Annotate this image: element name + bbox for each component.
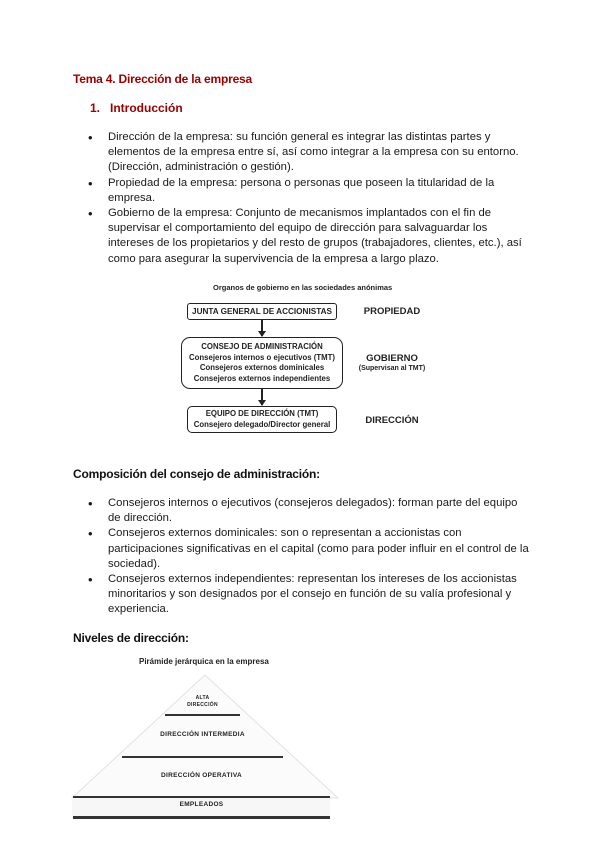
box-line: Consejero delegado/Director general: [193, 419, 331, 429]
list-item: • Propiedad de la empresa: persona o personas que poseen la titularidad de la empresa.: [88, 176, 533, 206]
list-item: • Consejeros internos o ejecutivos (consejeros delegados): forman parte del equipo de dirección.: [88, 496, 533, 526]
arrow-down-icon: [261, 389, 263, 405]
box-line: JUNTA GENERAL DE ACCIONISTAS: [192, 307, 332, 316]
level-line: DIRECCIÓN: [187, 702, 218, 708]
box-consejo-administracion: [181, 337, 343, 389]
composition-heading: Composición del consejo de administración:: [73, 467, 320, 481]
list-item: • Consejeros externos independientes: representan los intereses de los accionistas minoritarios y son designados por el consejo en función de su valía profesional y experiencia.: [88, 572, 533, 618]
pyramid-divider: [73, 796, 330, 798]
level-alta-direccion: [165, 695, 240, 709]
document-title: Tema 4. Dirección de la empresa: [73, 72, 252, 86]
pyramid-caption: Pirámide jerárquica en la empresa: [139, 657, 269, 666]
pyramid-divider: [122, 756, 283, 758]
list-item: • Gobierno de la empresa: Conjunto de mecanismos implantados con el fin de supervisar el comportamiento del equipo de dirección para salvaguardar los intereses de los propietarios y del resto de grupos (trabajadores, clientes, etc.), así como para asegurar la supervivencia de la empresa a largo plazo.: [88, 206, 533, 267]
composition-bullet-list: [88, 496, 533, 618]
level-empleados: EMPLEADOS: [179, 801, 224, 808]
box-junta-general: [187, 303, 337, 320]
box-line: EQUIPO DE DIRECCIÓN (TMT): [205, 409, 319, 418]
box-line: Consejeros internos o ejecutivos (TMT): [189, 352, 335, 362]
section-heading-introduccion: [90, 101, 183, 115]
section-number: 1.: [90, 101, 101, 115]
level-direccion-intermedia: DIRECCIÓN INTERMEDIA: [160, 731, 245, 738]
level-direccion-operativa: DIRECCIÓN OPERATIVA: [161, 772, 242, 779]
intro-bullet-list: [88, 130, 533, 267]
level-line: ALTA: [195, 695, 210, 701]
label-direccion: DIRECCIÓN: [365, 415, 419, 426]
label-gobierno-sub: (Supervisan al TMT): [358, 365, 426, 372]
diagram-caption: Organos de gobierno en las sociedades anónimas: [213, 283, 393, 292]
arrow-down-icon: [261, 320, 263, 336]
box-line: CONSEJO DE ADMINISTRACIÓN: [201, 342, 323, 351]
label-propiedad: PROPIEDAD: [363, 306, 421, 317]
pyramid-divider: [165, 714, 240, 716]
box-line: Consejeros externos independientes: [193, 373, 331, 383]
levels-heading: Niveles de dirección:: [73, 631, 189, 645]
box-equipo-direccion: [187, 406, 337, 433]
list-item: • Consejeros externos dominicales: son o representan a accionistas con participaciones significativas en el capital (como para poder influir en el control de la sociedad).: [88, 526, 533, 572]
pyramid-divider: [73, 816, 330, 819]
list-item: • Dirección de la empresa: su función general es integrar las distintas partes y elementos de la empresa entre sí, así como integrar a la empresa con su entorno. (Dirección, administración o gestión).: [88, 130, 533, 176]
box-line: Consejeros externos dominicales: [199, 363, 325, 372]
label-gobierno: GOBIERNO: [366, 353, 418, 364]
section-label: Introducción: [110, 101, 183, 115]
